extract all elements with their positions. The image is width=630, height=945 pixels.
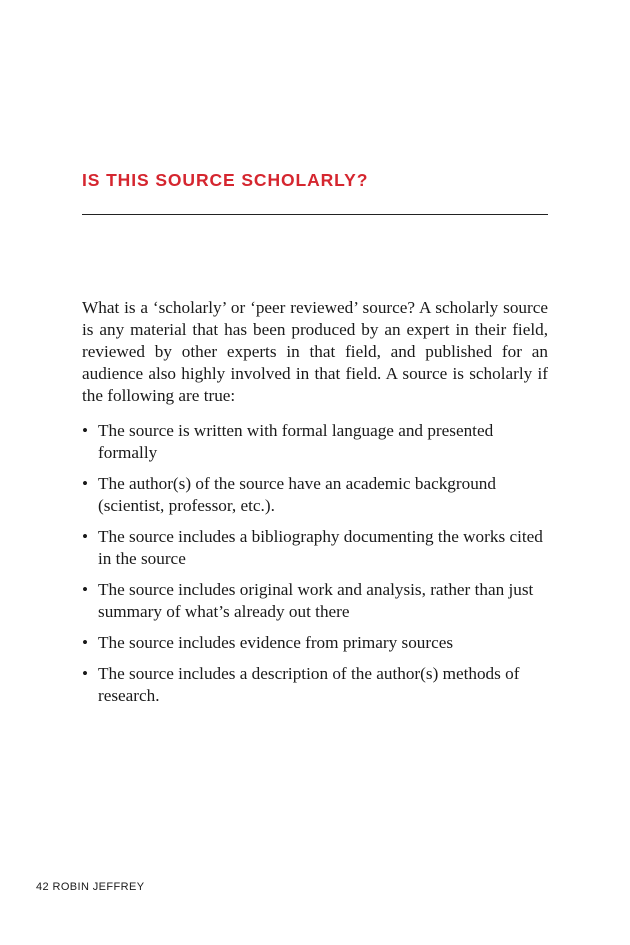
bullet-icon: •	[82, 664, 89, 683]
list-item-text: The source includes a bibliography documenting the works cited in the source	[98, 527, 543, 568]
criteria-list	[82, 420, 548, 707]
bullet-icon: •	[82, 527, 89, 546]
list-item	[82, 473, 548, 517]
heading-divider	[82, 214, 548, 215]
list-item-text: The source includes evidence from primary sources	[98, 633, 454, 652]
intro-paragraph: What is a ‘scholarly’ or ‘peer reviewed’ source? A scholarly source is any material that has been produced by an expert in their field, reviewed by other experts in that field, and published for an audience also highly involved in that field. A source is scholarly if the following are true:	[82, 298, 548, 405]
list-item	[82, 579, 548, 623]
bullet-icon: •	[82, 474, 89, 493]
list-item	[82, 420, 548, 464]
list-item-text: The author(s) of the source have an academic background (scientist, professor, etc.).	[98, 474, 496, 515]
list-item-text: The source includes original work and analysis, rather than just summary of what’s already out there	[98, 580, 534, 621]
bullet-icon: •	[82, 633, 89, 652]
page-footer: 42 ROBIN JEFFREY	[36, 881, 145, 893]
list-item	[82, 663, 548, 707]
bullet-icon: •	[82, 421, 89, 440]
section-heading: IS THIS SOURCE SCHOLARLY?	[82, 170, 369, 190]
list-item-text: The source is written with formal language and presented formally	[98, 421, 494, 462]
list-item	[82, 526, 548, 570]
page-body	[82, 297, 548, 716]
bullet-icon: •	[82, 580, 89, 599]
list-item-text: The source includes a description of the author(s) methods of research.	[98, 664, 520, 705]
list-item	[82, 632, 548, 654]
